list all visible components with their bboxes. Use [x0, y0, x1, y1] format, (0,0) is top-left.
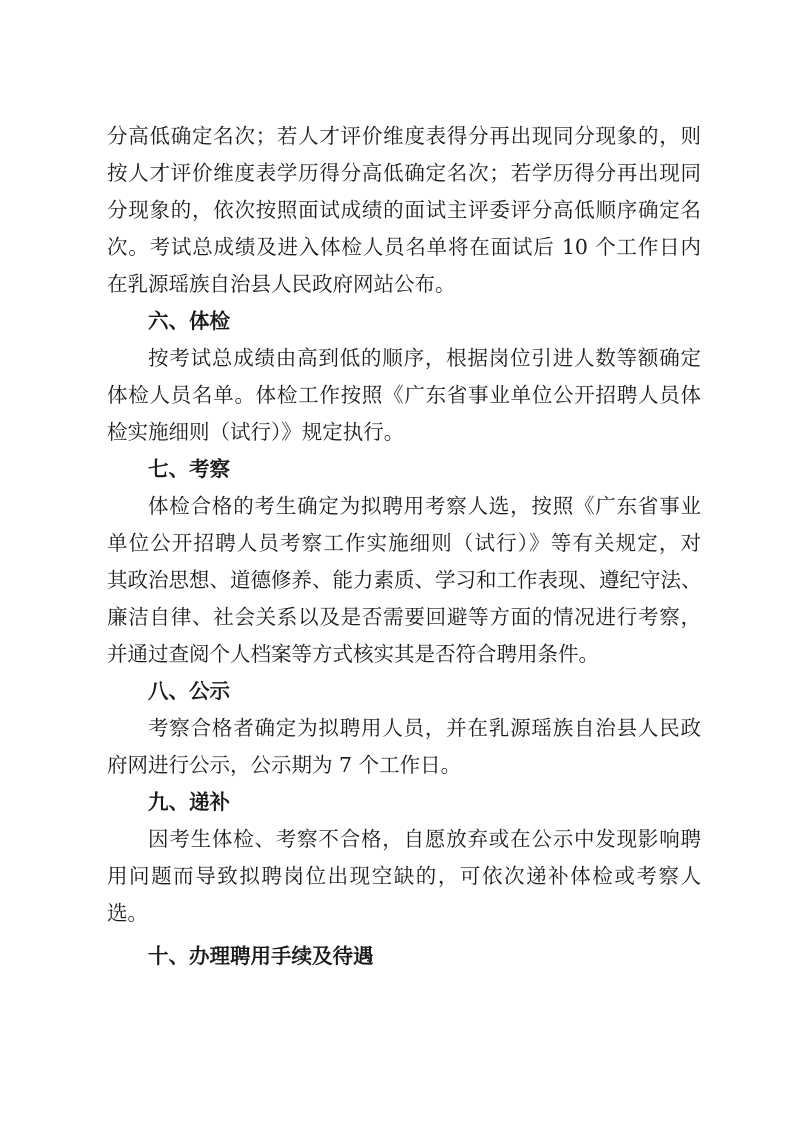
text-line: 其政治思想、道德修养、能力素质、学习和工作表现、遵纪守法、	[107, 568, 702, 592]
paragraph-replacement	[107, 821, 701, 932]
text-line: 廉洁自律、社会关系以及是否需要回避等方面的情况进行考察，	[107, 605, 701, 629]
paragraph-ranking-rules	[107, 118, 701, 303]
text-line: 检实施细则（试行）》规定执行。	[107, 420, 405, 444]
paragraph-physical-exam	[107, 340, 701, 451]
text-line: 按人才评价维度表学历得分高低确定名次；若学历得分再出现同	[107, 161, 701, 185]
text-line: 用问题而导致拟聘岗位出现空缺的，可依次递补体检或考察人	[107, 864, 701, 888]
section-heading-publicity: 八、公示	[148, 679, 230, 703]
text-line: 按考试总成绩由高到低的顺序，根据岗位引进人数等额确定	[148, 346, 701, 370]
document-body	[107, 118, 701, 975]
text-line: 分高低确定名次；若人才评价维度表得分再出现同分现象的，则	[107, 124, 701, 148]
paragraph-publicity	[107, 710, 701, 784]
text-line: 单位公开招聘人员考察工作实施细则（试行）》等有关规定，对	[107, 531, 701, 555]
text-line: 考察合格者确定为拟聘用人员，并在乳源瑶族自治县人民政	[148, 716, 701, 740]
section-heading-replacement: 九、递补	[148, 790, 230, 814]
paragraph-inspection	[107, 488, 701, 673]
section-heading-physical-exam: 六、体检	[148, 309, 230, 333]
text-line: 府网进行公示，公示期为 7 个工作日。	[107, 753, 462, 777]
text-line: 次。考试总成绩及进入体检人员名单将在面试后 10 个工作日内	[107, 235, 701, 259]
section-heading-inspection: 七、考察	[148, 457, 230, 481]
text-line: 体检人员名单。体检工作按照《广东省事业单位公开招聘人员体	[107, 383, 701, 407]
text-line: 分现象的，依次按照面试成绩的面试主评委评分高低顺序确定名	[107, 198, 701, 222]
text-line: 因考生体检、考察不合格，自愿放弃或在公示中发现影响聘	[148, 827, 701, 851]
text-line: 选。	[107, 901, 148, 925]
section-heading-employment-procedures: 十、办理聘用手续及待遇	[148, 944, 374, 968]
text-line: 在乳源瑶族自治县人民政府网站公布。	[107, 272, 456, 296]
text-line: 并通过查阅个人档案等方式核实其是否符合聘用条件。	[107, 642, 599, 666]
text-line: 体检合格的考生确定为拟聘用考察人选，按照《广东省事业	[148, 494, 701, 518]
